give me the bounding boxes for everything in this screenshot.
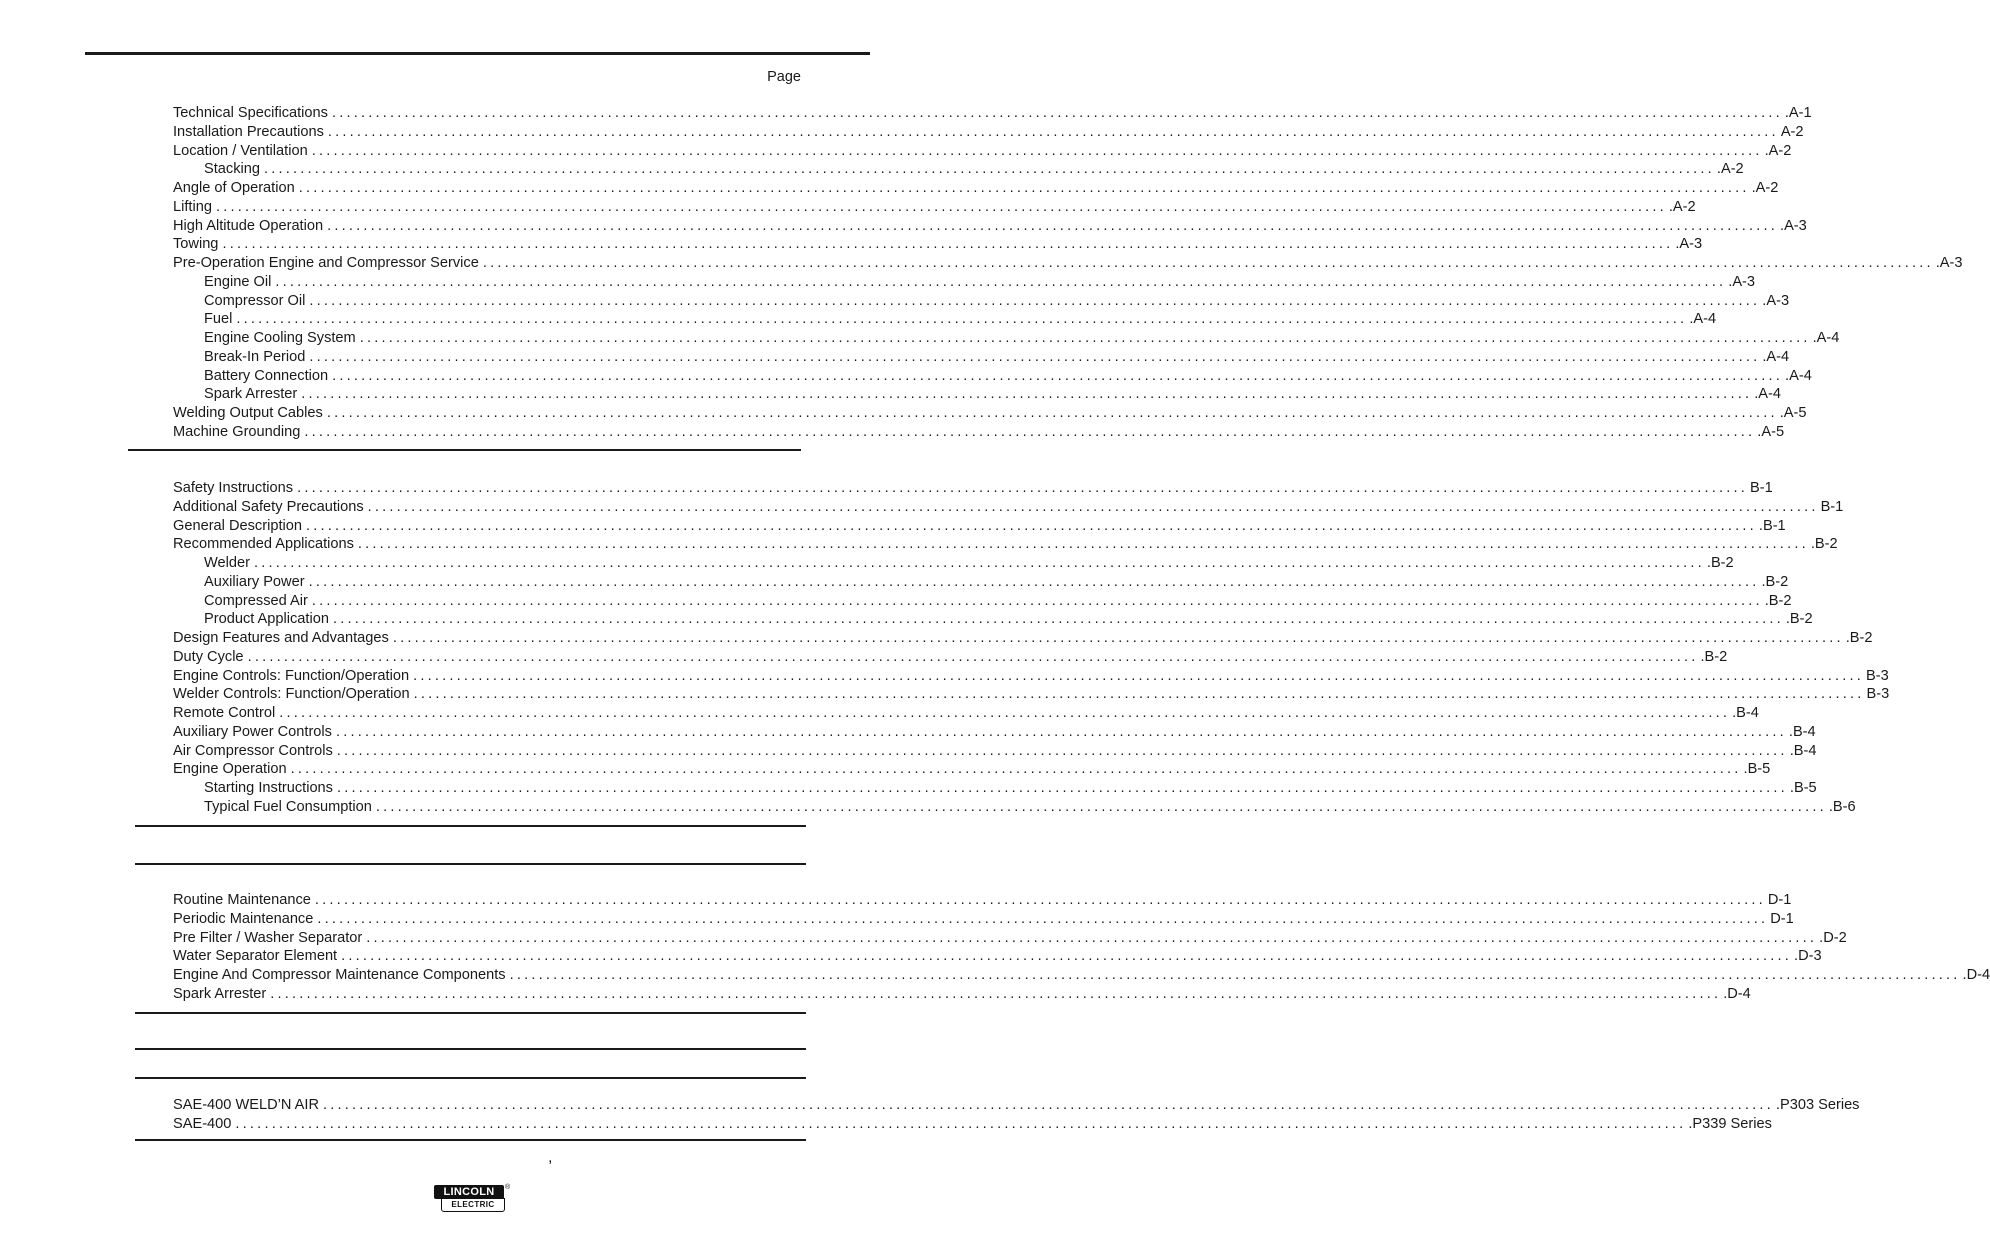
toc-entry-page: .A-3 xyxy=(1728,273,1756,290)
dot-leader: ........................................................................................................................................................................................................ xyxy=(275,273,1727,290)
toc-entry-title: Pre Filter / Washer Separator xyxy=(173,929,363,946)
dot-leader: ........................................................................................................................................................................................................ xyxy=(309,348,1761,365)
dot-leader: ........................................................................................................................................................................................................ xyxy=(323,1097,1774,1113)
toc-entry-title: Fuel xyxy=(204,311,233,328)
dot-leader: ........................................................................................................................................................................................................ xyxy=(375,798,1827,815)
toc-entry-title: Spark Arrester xyxy=(173,985,267,1002)
toc-entry[interactable] xyxy=(173,254,1963,273)
dot-leader: ........................................................................................................................................................................................................ xyxy=(305,517,1757,534)
dot-leader: ........................................................................................................................................................................................................ xyxy=(301,386,1753,403)
dot-leader: ........................................................................................................................................................................................................ xyxy=(279,705,1731,721)
toc-entry[interactable] xyxy=(173,667,1889,686)
toc-entry-page: D-1 xyxy=(1770,910,1794,927)
toc-entry-title: Auxiliary Power Controls xyxy=(173,723,332,740)
toc-entry[interactable] xyxy=(173,929,1847,948)
toc-entry[interactable] xyxy=(173,498,1844,517)
toc-entry-page: .B-2 xyxy=(1810,536,1838,553)
toc-entry-page: B-1 xyxy=(1820,498,1844,515)
toc-entry[interactable] xyxy=(173,273,1756,292)
toc-entry[interactable] xyxy=(173,404,1807,423)
section-divider xyxy=(128,449,801,451)
logo-top: LINCOLN xyxy=(434,1185,504,1199)
toc-entry[interactable] xyxy=(173,554,1734,573)
toc-entry-title: Compressor Oil xyxy=(204,292,306,309)
toc-entry-page: .A-4 xyxy=(1762,348,1790,365)
toc-entry[interactable] xyxy=(173,142,1792,161)
toc-entry-title: Machine Grounding xyxy=(173,423,301,440)
toc-entry-title: Towing xyxy=(173,236,219,253)
toc-entry-page: .B-2 xyxy=(1706,555,1734,571)
dot-leader: ........................................................................................................................................................................................................ xyxy=(327,217,1779,234)
lincoln-electric-logo xyxy=(434,1185,512,1212)
toc-entry-page: .B-2 xyxy=(1761,573,1789,590)
toc-entry[interactable] xyxy=(173,629,1873,648)
dot-leader: ........................................................................................................................................................................................................ xyxy=(247,648,1699,665)
dot-leader: ........................................................................................................................................................................................................ xyxy=(367,498,1819,515)
toc-entry-title: Pre-Operation Engine and Compressor Service xyxy=(173,255,479,271)
toc-entry[interactable] xyxy=(173,423,1785,442)
toc-entry-title: Engine Controls: Function/Operation xyxy=(173,667,410,684)
toc-entry-title: Break-In Period xyxy=(204,348,306,365)
toc-entry-title: SAE-400 xyxy=(173,1115,232,1132)
dot-leader: ........................................................................................................................................................................................................ xyxy=(311,142,1763,159)
dot-leader: ........................................................................................................................................................................................................ xyxy=(341,948,1793,965)
toc-entry-title: Engine And Compressor Maintenance Components xyxy=(173,967,506,983)
toc-entry-title: Product Application xyxy=(204,611,329,628)
toc-entry[interactable] xyxy=(173,179,1779,198)
toc-entry-title: Spark Arrester xyxy=(204,386,298,403)
toc-entry[interactable] xyxy=(173,592,1792,611)
dot-leader: ........................................................................................................................................................................................................ xyxy=(359,330,1811,346)
toc-entry-title: Remote Control xyxy=(173,705,276,721)
toc-entry[interactable] xyxy=(173,292,1790,311)
section-divider xyxy=(135,1139,806,1141)
toc-entry[interactable] xyxy=(173,104,1812,123)
toc-entry-page: .A-3 xyxy=(1780,217,1807,234)
toc-entry-title: Air Compressor Controls xyxy=(173,742,333,759)
toc-entry-page: .A-2 xyxy=(1716,161,1744,178)
toc-entry-page: .A-1 xyxy=(1784,105,1812,121)
toc-entry-page: .B-5 xyxy=(1743,761,1771,778)
toc-entry-page: .A-2 xyxy=(1764,142,1792,159)
dot-leader: ........................................................................................................................................................................................................ xyxy=(326,405,1778,421)
toc-entry-title: Routine Maintenance xyxy=(173,892,311,908)
toc-entry[interactable] xyxy=(173,517,1786,536)
toc-entry-page: .P339 Series xyxy=(1688,1115,1772,1132)
dot-leader: ........................................................................................................................................................................................................ xyxy=(482,255,1934,271)
toc-entry-title: Welder Controls: Function/Operation xyxy=(173,686,410,703)
toc-entry-title: Additional Safety Precautions xyxy=(173,498,364,515)
toc-entry-title: Duty Cycle xyxy=(173,648,244,665)
toc-entry-page: .A-2 xyxy=(1751,180,1779,196)
toc-entry[interactable] xyxy=(173,1096,1860,1115)
toc-entry-page: .B-2 xyxy=(1700,648,1728,665)
toc-entry-title: Design Features and Advantages xyxy=(173,630,389,646)
toc-entry[interactable] xyxy=(173,610,1813,629)
section-divider xyxy=(135,1077,806,1079)
dot-leader: ........................................................................................................................................................................................................ xyxy=(317,910,1769,927)
toc-entry-title: SAE-400 WELD’N AIR xyxy=(173,1097,319,1113)
section-divider xyxy=(135,1012,806,1014)
toc-entry[interactable] xyxy=(173,742,1817,761)
toc-entry-page: .P303 Series xyxy=(1775,1097,1860,1113)
toc-entry-title: Engine Oil xyxy=(204,273,272,290)
toc-section-d xyxy=(173,891,1990,1004)
dot-leader: ........................................................................................................................................................................................................ xyxy=(413,667,1864,684)
section-divider xyxy=(135,1048,806,1050)
toc-entry-page: .B-2 xyxy=(1764,592,1792,609)
toc-entry-page: .D-4 xyxy=(1723,985,1751,1002)
toc-entry-title: Starting Instructions xyxy=(204,780,333,796)
toc-entry[interactable] xyxy=(173,985,1751,1004)
toc-entry-title: Welding Output Cables xyxy=(173,405,323,421)
toc-entry-title: Water Separator Element xyxy=(173,948,338,965)
toc-entry-page: .B-6 xyxy=(1828,798,1856,815)
toc-entry[interactable] xyxy=(173,385,1781,404)
toc-entry[interactable] xyxy=(173,648,1728,667)
toc-entry-page: .B-4 xyxy=(1789,742,1817,759)
toc-entry[interactable] xyxy=(173,348,1790,367)
toc-entry[interactable] xyxy=(173,329,1840,348)
toc-entry-title: Safety Instructions xyxy=(173,480,294,496)
dot-leader: ........................................................................................................................................................................................................ xyxy=(236,311,1688,328)
dot-leader: ........................................................................................................................................................................................................ xyxy=(327,123,1779,140)
dot-leader: ........................................................................................................................................................................................................ xyxy=(336,742,1788,759)
toc-entry[interactable] xyxy=(173,947,1822,966)
toc-entry-page: .B-5 xyxy=(1789,780,1817,796)
toc-entry-page: B-1 xyxy=(1749,480,1773,496)
toc-entry[interactable] xyxy=(173,760,1771,779)
dot-leader: ........................................................................................................................................................................................................ xyxy=(413,686,1865,703)
toc-entry-title: Battery Connection xyxy=(204,367,329,384)
toc-section-a xyxy=(173,104,1963,442)
toc-entry-title: Lifting xyxy=(173,198,212,215)
toc-entry[interactable] xyxy=(173,235,1703,254)
toc-entry[interactable] xyxy=(173,891,1792,910)
footer-mark: , xyxy=(548,1149,553,1166)
dot-leader: ........................................................................................................................................................................................................ xyxy=(253,555,1705,571)
toc-entry-page: .D-4 xyxy=(1962,967,1990,983)
toc-entry-page: .B-4 xyxy=(1732,705,1759,721)
toc-section-parts xyxy=(173,1096,1860,1134)
toc-entry-title: Angle of Operation xyxy=(173,180,295,196)
top-rule xyxy=(85,52,870,55)
toc-entry-page: .A-5 xyxy=(1779,405,1807,421)
dot-leader: ........................................................................................................................................................................................................ xyxy=(215,198,1667,215)
toc-entry-page: .A-4 xyxy=(1812,330,1840,346)
toc-entry-page: B-3 xyxy=(1866,686,1890,703)
dot-leader: ........................................................................................................................................................................................................ xyxy=(357,536,1809,553)
toc-entry[interactable] xyxy=(173,966,1990,985)
toc-entry-page: .D-2 xyxy=(1819,929,1847,946)
toc-entry[interactable] xyxy=(173,910,1794,929)
toc-entry-title: Welder xyxy=(204,555,250,571)
toc-entry-title: Recommended Applications xyxy=(173,536,354,553)
dot-leader: ........................................................................................................................................................................................................ xyxy=(270,985,1722,1002)
dot-leader: ........................................................................................................................................................................................................ xyxy=(309,292,1761,309)
dot-leader: ........................................................................................................................................................................................................ xyxy=(290,761,1742,778)
toc-entry-page: .B-4 xyxy=(1788,723,1816,740)
dot-leader: ........................................................................................................................................................................................................ xyxy=(366,929,1818,946)
toc-entry-title: High Altitude Operation xyxy=(173,217,324,234)
toc-entry-title: Stacking xyxy=(204,161,260,178)
toc-entry-page: .A-3 xyxy=(1762,292,1790,309)
toc-entry[interactable] xyxy=(173,723,1816,742)
toc-entry[interactable] xyxy=(173,535,1838,554)
toc-entry-page: .B-2 xyxy=(1785,611,1813,628)
toc-entry-title: Engine Operation xyxy=(173,761,287,778)
dot-leader: ........................................................................................................................................................................................................ xyxy=(314,892,1766,908)
toc-entry[interactable] xyxy=(173,479,1773,498)
toc-entry-page: .A-2 xyxy=(1668,198,1696,215)
toc-entry-title: Compressed Air xyxy=(204,592,308,609)
dot-leader: ........................................................................................................................................................................................................ xyxy=(311,592,1763,609)
section-divider xyxy=(135,863,806,865)
toc-entry-page: D-1 xyxy=(1767,892,1792,908)
toc-entry-title: Installation Precautions xyxy=(173,123,324,140)
toc-entry-page: .B-1 xyxy=(1758,517,1786,534)
toc-entry-page: A-2 xyxy=(1780,123,1804,140)
toc-entry-page: .A-4 xyxy=(1689,311,1717,328)
toc-entry-page: B-3 xyxy=(1866,667,1889,684)
toc-entry-title: Technical Specifications xyxy=(173,105,328,121)
toc-entry[interactable] xyxy=(173,573,1789,592)
toc-entry[interactable] xyxy=(173,779,1817,798)
toc-entry-title: Engine Cooling System xyxy=(204,330,356,346)
toc-entry[interactable] xyxy=(173,704,1759,723)
toc-entry-title: Auxiliary Power xyxy=(204,573,305,590)
toc-entry[interactable] xyxy=(173,685,1890,704)
toc-entry-page: .A-3 xyxy=(1675,236,1703,253)
toc-entry[interactable] xyxy=(173,198,1696,217)
toc-entry-page: .A-3 xyxy=(1935,255,1963,271)
toc-entry[interactable] xyxy=(173,310,1717,329)
dot-leader: ........................................................................................................................................................................................................ xyxy=(509,967,1961,983)
toc-entry-page: .A-4 xyxy=(1754,386,1781,403)
dot-leader: ........................................................................................................................................................................................................ xyxy=(304,423,1756,440)
toc-entry[interactable] xyxy=(173,217,1807,236)
section-divider xyxy=(135,825,806,827)
dot-leader: ........................................................................................................................................................................................................ xyxy=(331,105,1783,121)
logo-bottom: ELECTRIC xyxy=(441,1198,505,1212)
dot-leader: ........................................................................................................................................................................................................ xyxy=(332,611,1784,628)
toc-entry-title: Typical Fuel Consumption xyxy=(204,798,372,815)
dot-leader: ........................................................................................................................................................................................................ xyxy=(297,480,1748,496)
page-column-header: Page xyxy=(767,69,801,85)
toc-entry[interactable] xyxy=(173,1115,1772,1134)
toc-entry-page: .B-2 xyxy=(1845,630,1873,646)
toc-entry-page: .D-3 xyxy=(1794,948,1822,965)
toc-entry-title: Periodic Maintenance xyxy=(173,910,314,927)
dot-leader: ........................................................................................................................................................................................................ xyxy=(235,1115,1687,1132)
toc-section-b xyxy=(173,479,1890,817)
dot-leader: ........................................................................................................................................................................................................ xyxy=(263,161,1715,178)
toc-entry[interactable] xyxy=(173,123,1804,142)
toc-entry[interactable] xyxy=(173,367,1812,386)
dot-leader: ........................................................................................................................................................................................................ xyxy=(332,367,1784,384)
logo-registered-mark: ® xyxy=(505,1184,511,1191)
dot-leader: ........................................................................................................................................................................................................ xyxy=(336,780,1788,796)
dot-leader: ........................................................................................................................................................................................................ xyxy=(222,236,1674,253)
dot-leader: ........................................................................................................................................................................................................ xyxy=(308,573,1760,590)
toc-entry-page: .A-5 xyxy=(1757,423,1785,440)
toc-entry[interactable] xyxy=(173,160,1744,179)
dot-leader: ........................................................................................................................................................................................................ xyxy=(392,630,1844,646)
dot-leader: ........................................................................................................................................................................................................ xyxy=(335,723,1787,740)
dot-leader: ........................................................................................................................................................................................................ xyxy=(298,180,1750,196)
toc-entry-title: Location / Ventilation xyxy=(173,142,308,159)
toc-entry-title: General Description xyxy=(173,517,302,534)
toc-entry[interactable] xyxy=(173,798,1856,817)
toc-entry-page: .A-4 xyxy=(1785,367,1812,384)
